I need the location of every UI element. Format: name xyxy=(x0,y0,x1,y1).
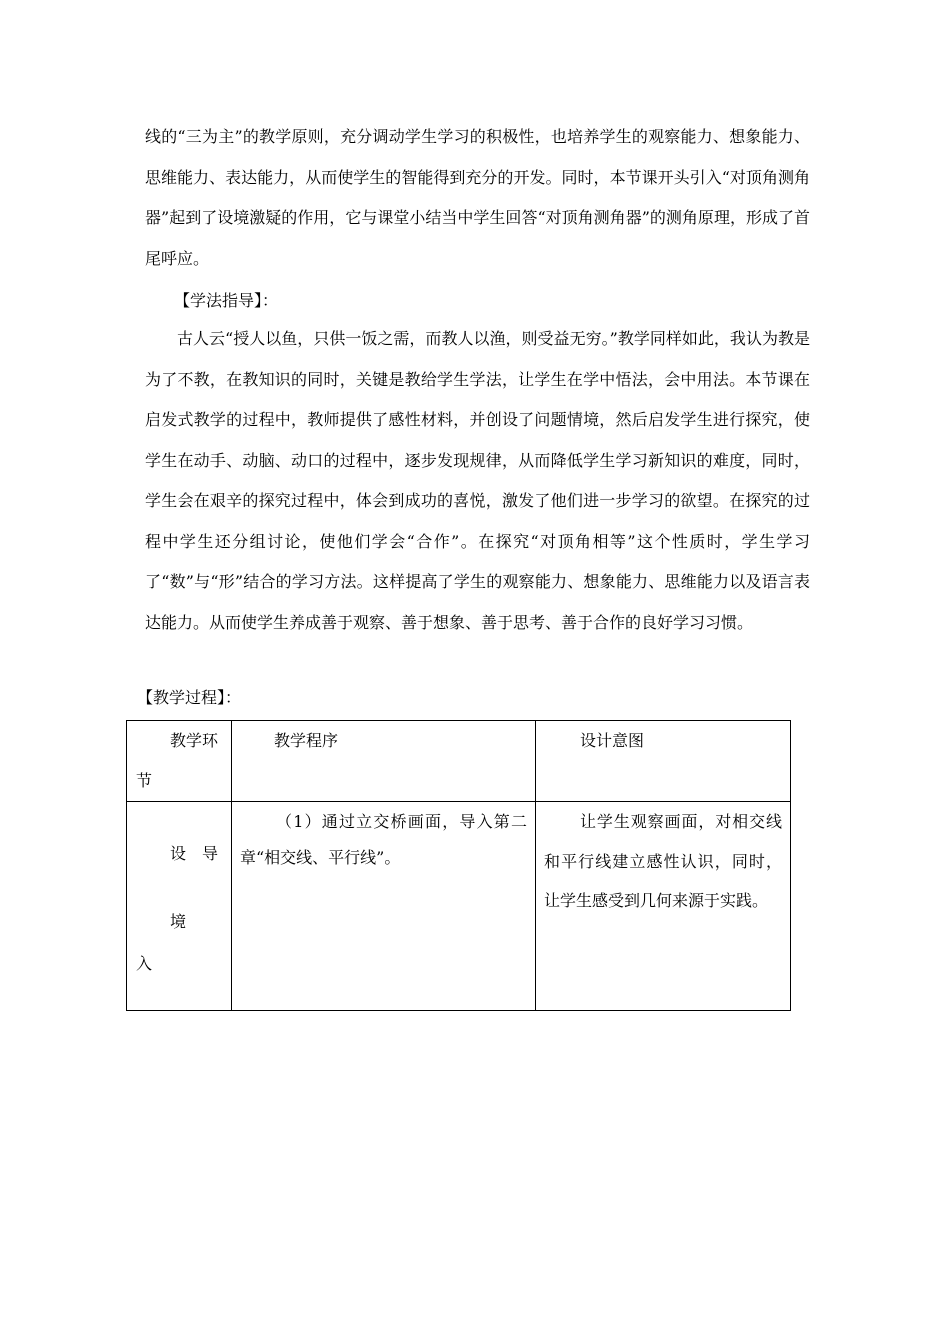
header-intent-label: 设计意图 xyxy=(580,731,645,750)
heading-teaching-process: 【教学过程】： xyxy=(137,688,242,707)
stage-char-3: 境 xyxy=(170,912,187,931)
procedure-text: （1）通过立交桥画面，导入第二章“相交线、平行线”。 xyxy=(240,812,527,867)
stage-char-2: 导 xyxy=(202,844,219,863)
teaching-process-table xyxy=(126,720,791,1011)
header-stage-label: 教学环节 xyxy=(136,731,219,790)
stage-char-4: 入 xyxy=(136,954,153,973)
intent-text: 让学生观察画面，对相交线和平行线建立感性认识，同时，让学生感受到几何来源于实践。 xyxy=(544,812,782,910)
header-cell-intent xyxy=(536,721,791,802)
table-row xyxy=(127,802,791,1011)
header-cell-procedure xyxy=(232,721,536,802)
table-header-row xyxy=(127,721,791,802)
stage-char-1: 设 xyxy=(170,844,187,863)
paragraph-teaching-principle: 线的“三为主”的教学原则，充分调动学生学习的积极性，也培养学生的观察能力、想象能力、思维能力、表达能力，从而使学生的智能得到充分的开发。同时，本节课开头引入“对顶角测角器”起到了设境激疑的作用，它与课堂小结当中学生回答“对顶角测角器”的测角原理，形成了首尾呼应。 xyxy=(145,127,810,268)
heading-study-method: 【学法指导】： xyxy=(174,291,279,310)
stage-label-group xyxy=(127,802,231,1010)
header-procedure-label: 教学程序 xyxy=(274,731,339,750)
intent-cell xyxy=(536,802,791,1011)
stage-cell xyxy=(127,802,232,1011)
procedure-cell xyxy=(232,802,536,1011)
paragraph-study-method: 古人云“授人以鱼，只供一饭之需，而教人以渔，则受益无穷。”教学同样如此，我认为教是为了不教，在教知识的同时，关键是教给学生学法，让学生在学中悟法，会中用法。本节课在启发式教学的过程中，教师提供了感性材料，并创设了问题情境，然后启发学生进行探究，使学生在动手、动脑、动口的过程中，逐步发现规律，从而降低学生学习新知识的难度，同时，学生会在艰辛的探究过程中，体会到成功的喜悦，激发了他们进一步学习的欲望。在探究的过程中学生还分组讨论，使他们学会“合作”。在探究“对顶角相等”这个性质时，学生学习了“数”与“形”结合的学习方法。这样提高了学生的观察能力、想象能力、思维能力以及语言表达能力。从而使学生养成善于观察、善于想象、善于思考、善于合作的良好学习习惯。 xyxy=(145,329,810,632)
header-cell-stage xyxy=(127,721,232,802)
